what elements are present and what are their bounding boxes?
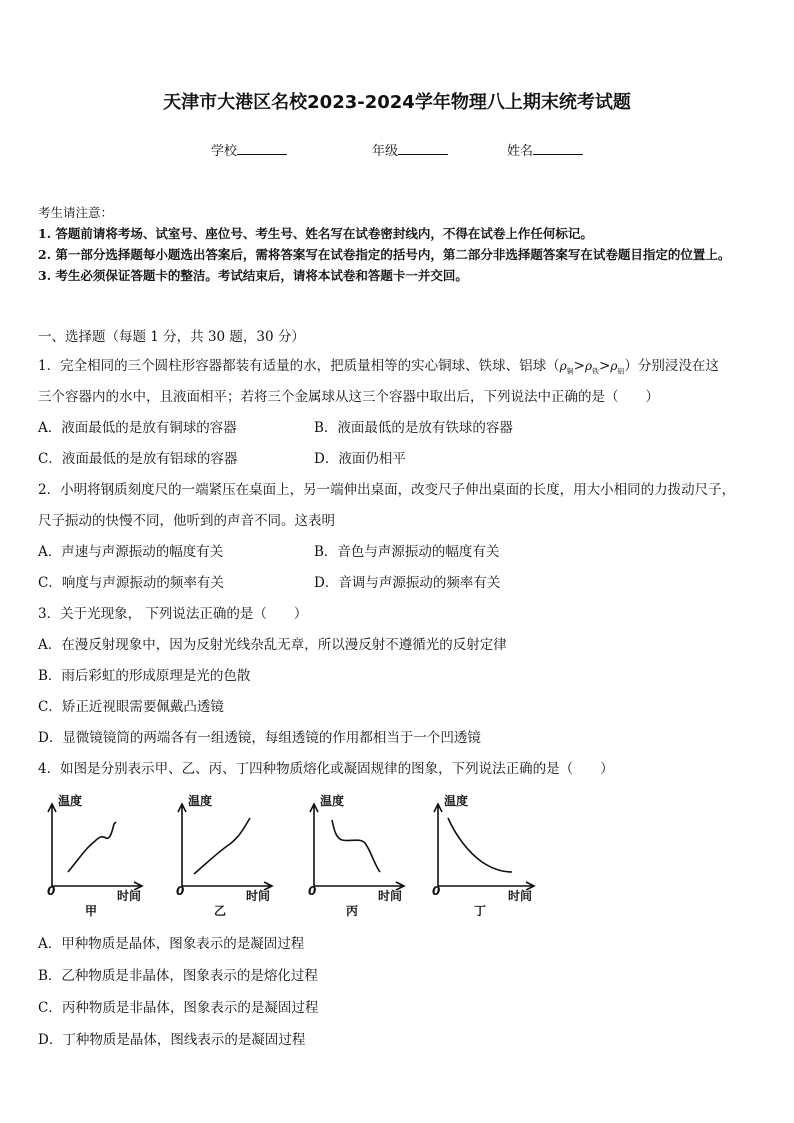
q1-option-d: D．液面仍相平	[314, 451, 406, 467]
q4-option-c: C．丙种物质是非晶体，图象表示的是凝固过程	[38, 1000, 319, 1016]
school-blank	[237, 142, 287, 155]
notice-item-2: 2. 第一部分选择题每小题选出答案后，需将答案写在试卷指定的括号内，第二部分非选择题答案写在试卷题目指定的位置上。	[38, 247, 731, 262]
graph-jia-origin: 0	[47, 884, 56, 898]
graph-bing-curve	[332, 820, 380, 872]
q4-stem: 4．如图是分别表示甲、乙、丙、丁四种物质熔化或凝固规律的图象，下列说法正确的是（ ）	[38, 761, 614, 777]
graph-ding	[430, 790, 540, 920]
graph-ding-name: 丁	[474, 904, 487, 918]
q3-option-b: B．雨后彩虹的形成原理是光的色散	[38, 668, 251, 684]
name-field	[507, 140, 583, 159]
q2-options-row-2	[38, 568, 760, 599]
q3-stem: 3．关于光现象， 下列说法正确的是（ ）	[38, 606, 308, 622]
graph-jia-ylabel: 温度	[58, 794, 83, 808]
graph-jia-name: 甲	[85, 904, 98, 918]
graph-jia-x-axis	[52, 882, 142, 890]
gt-1: >	[573, 358, 585, 374]
name-blank	[533, 142, 583, 155]
graph-yi-origin: 0	[176, 884, 185, 898]
q1-options-row-2	[38, 444, 760, 475]
notice-item-1: 1. 答题前请将考场、试室号、座位号、考生号、姓名写在试卷密封线内，不得在试卷上作任何标记。	[38, 226, 593, 241]
q1-text-a: 1．完全相同的三个圆柱形容器都装有适量的水，把质量相等的实心铜球、铁球、铝球（	[38, 358, 560, 374]
graph-jia-curve	[68, 822, 116, 872]
q3-option-a: A．在漫反射现象中，因为反射光线杂乱无章，所以漫反射不遵循光的反射定律	[38, 637, 507, 653]
graph-ding-y-axis	[434, 804, 442, 886]
name-label: 姓名	[507, 144, 534, 159]
rho-copper: $\rho_铜$	[559, 359, 574, 376]
exam-notice	[38, 202, 758, 286]
q1-line-1	[38, 351, 760, 382]
graph-ding-plot	[430, 790, 540, 890]
graph-jia	[38, 790, 148, 920]
school-field	[211, 140, 287, 159]
q2-line-2: 尺子振动的快慢不同，他听到的声音不同。这表明	[38, 513, 335, 529]
q1-text-b: ）分别浸没在这	[624, 358, 719, 374]
graph-yi-y-axis	[178, 804, 186, 886]
graph-yi-plot	[174, 790, 284, 890]
graph-ding-x-axis	[438, 882, 534, 890]
q4-graphs	[38, 790, 538, 920]
q3-option-c: C．矫正近视眼需要佩戴凸透镜	[38, 699, 224, 715]
graph-bing	[306, 790, 416, 920]
gt-2: >	[599, 358, 611, 374]
graph-bing-ylabel: 温度	[320, 794, 345, 808]
graph-yi-curve	[194, 818, 250, 874]
graph-yi-xlabel: 时间	[246, 889, 271, 903]
graph-ding-ylabel: 温度	[444, 794, 469, 808]
q1-option-a: A．液面最低的是放有铜球的容器	[38, 420, 237, 436]
q4-options	[38, 928, 760, 1056]
grade-label: 年级	[372, 144, 399, 159]
graph-bing-x-axis	[314, 882, 404, 890]
graph-ding-xlabel: 时间	[508, 889, 533, 903]
graph-jia-y-axis	[48, 804, 56, 886]
q1-line-2: 三个容器内的水中，且液面相平；若将三个金属球从这三个容器中取出后，下列说法中正确的是（ ）	[38, 389, 659, 405]
graph-bing-name: 丙	[346, 904, 359, 918]
q4-option-b: B．乙种物质是非晶体，图象表示的是熔化过程	[38, 968, 318, 984]
questions-area	[38, 326, 760, 785]
grade-blank	[398, 142, 448, 155]
q2-line-1: 2．小明将钢质刻度尺的一端紧压在桌面上，另一端伸出桌面，改变尺子伸出桌面的长度，用大小相同的力拨动尺子，	[38, 482, 736, 498]
graph-jia-plot	[38, 790, 148, 890]
grade-field	[372, 140, 448, 159]
q2-options-row-1	[38, 537, 760, 568]
graph-ding-origin: 0	[432, 884, 441, 898]
notice-heading: 考生请注意：	[38, 205, 114, 220]
q3-option-d: D．显微镜镜筒的两端各有一组透镜，每组透镜的作用都相当于一个凹透镜	[38, 730, 481, 746]
q4-option-a: A．甲种物质是晶体，图象表示的是凝固过程	[38, 936, 305, 952]
graph-yi-name: 乙	[214, 904, 227, 918]
graph-bing-plot	[306, 790, 416, 890]
q2-option-a: A．声速与声源振动的幅度有关	[38, 544, 224, 560]
rho-aluminum: $\rho_铝$	[610, 359, 625, 376]
q1-option-c: C．液面最低的是放有铝球的容器	[38, 451, 238, 467]
graph-yi-x-axis	[182, 882, 272, 890]
q1-option-b: B．液面最低的是放有铁球的容器	[314, 420, 513, 436]
page-title: 天津市大港区名校2023-2024学年物理八上期末统考试题	[163, 92, 631, 113]
section-heading: 一、选择题（每题 1 分，共 30 题，30 分）	[38, 329, 305, 345]
graph-bing-y-axis	[310, 804, 318, 886]
q2-option-d: D．音调与声源振动的频率有关	[314, 575, 501, 591]
school-label: 学校	[211, 144, 238, 159]
rho-iron: $\rho_铁$	[584, 359, 600, 376]
q1-options-row-1	[38, 413, 760, 444]
notice-item-3: 3. 考生必须保证答题卡的整洁。考试结束后，请将本试卷和答题卡一并交回。	[38, 268, 468, 283]
graph-yi	[174, 790, 284, 920]
graph-ding-curve	[448, 818, 512, 872]
q2-option-c: C．响度与声源振动的频率有关	[38, 575, 224, 591]
graph-bing-xlabel: 时间	[378, 889, 403, 903]
q4-option-d: D．丁种物质是晶体，图线表示的是凝固过程	[38, 1032, 306, 1048]
graph-bing-origin: 0	[308, 884, 317, 898]
graph-yi-ylabel: 温度	[188, 794, 213, 808]
q2-option-b: B．音色与声源振动的幅度有关	[314, 544, 500, 560]
graph-jia-xlabel: 时间	[117, 889, 142, 903]
